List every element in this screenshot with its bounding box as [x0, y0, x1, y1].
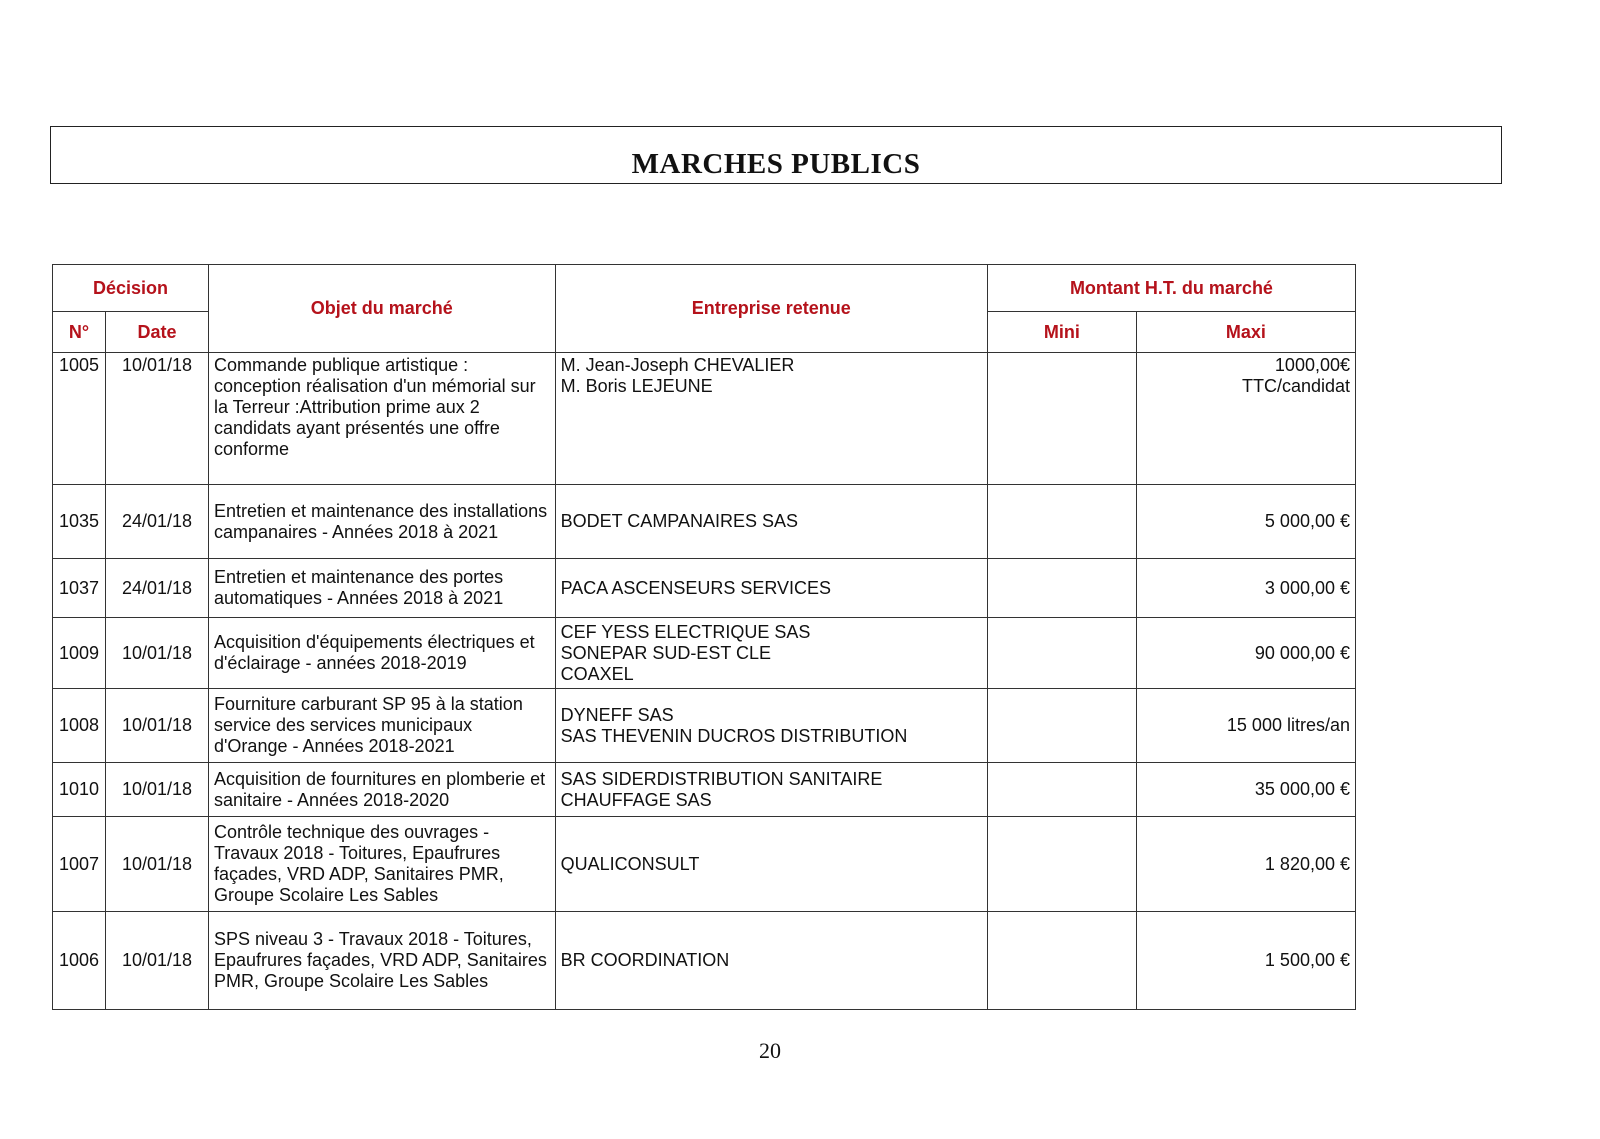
row-mini	[987, 353, 1136, 485]
row-mini	[987, 485, 1136, 559]
row-entreprise	[555, 485, 987, 559]
row-mini	[987, 618, 1136, 689]
row-date: 24/01/18	[106, 559, 209, 618]
row-entreprise	[555, 618, 987, 689]
row-mini	[987, 912, 1136, 1010]
header-mini: Mini	[987, 312, 1136, 353]
contracts-table	[52, 264, 1356, 1010]
company-name: SAS THEVENIN DUCROS DISTRIBUTION	[560, 725, 908, 746]
row-num: 1005	[53, 353, 106, 485]
row-objet: Entretien et maintenance des installations campanaires - Années 2018 à 2021	[208, 485, 555, 559]
row-date: 10/01/18	[106, 353, 209, 485]
row-entreprise	[555, 559, 987, 618]
page-number: 20	[759, 1038, 781, 1063]
row-mini	[987, 763, 1136, 817]
row-maxi: 1 500,00 €	[1136, 912, 1355, 1010]
row-num: 1007	[53, 817, 106, 912]
row-maxi: 1 820,00 €	[1136, 817, 1355, 912]
row-maxi: 5 000,00 €	[1136, 485, 1355, 559]
row-mini	[987, 689, 1136, 763]
row-objet: Contrôle technique des ouvrages - Travaux 2018 - Toitures, Epaufrures façades, VRD ADP, Sanitaires PMR, Groupe Scolaire Les Sables	[208, 817, 555, 912]
row-num: 1037	[53, 559, 106, 618]
table-row	[53, 763, 1356, 817]
company-name: CEF YESS ELECTRIQUE SAS	[560, 621, 811, 642]
row-maxi: 3 000,00 €	[1136, 559, 1355, 618]
row-maxi: 35 000,00 €	[1136, 763, 1355, 817]
row-date: 24/01/18	[106, 485, 209, 559]
row-num: 1009	[53, 618, 106, 689]
header-date: Date	[106, 312, 209, 353]
table-row	[53, 618, 1356, 689]
row-entreprise	[555, 817, 987, 912]
amount-value: 1000,00€	[1274, 355, 1350, 375]
row-date: 10/01/18	[106, 763, 209, 817]
company-name: BR COORDINATION	[560, 950, 730, 970]
company-name: SONEPAR SUD-EST CLE	[560, 642, 772, 663]
row-date: 10/01/18	[106, 618, 209, 689]
row-mini	[987, 559, 1136, 618]
company-name: M. Jean-Joseph CHEVALIER	[560, 355, 795, 375]
page-title: MARCHES PUBLICS	[631, 148, 921, 180]
header-maxi: Maxi	[1136, 312, 1355, 353]
header-montant: Montant H.T. du marché	[987, 265, 1355, 312]
row-mini	[987, 817, 1136, 912]
row-num: 1010	[53, 763, 106, 817]
row-date: 10/01/18	[106, 912, 209, 1010]
row-objet: SPS niveau 3 - Travaux 2018 - Toitures, Epaufrures façades, VRD ADP, Sanitaires PMR, Groupe Scolaire Les Sables	[208, 912, 555, 1010]
table-row	[53, 559, 1356, 618]
row-num: 1008	[53, 689, 106, 763]
row-date: 10/01/18	[106, 689, 209, 763]
table-row	[53, 817, 1356, 912]
row-objet: Entretien et maintenance des portes automatiques - Années 2018 à 2021	[208, 559, 555, 618]
table-row	[53, 912, 1356, 1010]
header-decision: Décision	[53, 265, 209, 312]
company-name: QUALICONSULT	[560, 853, 700, 874]
row-date: 10/01/18	[106, 817, 209, 912]
company-name: SAS SIDERDISTRIBUTION SANITAIRE	[560, 768, 883, 789]
title-box	[50, 126, 1502, 184]
row-entreprise	[555, 353, 987, 485]
table-row	[53, 485, 1356, 559]
row-maxi: 90 000,00 €	[1136, 618, 1355, 689]
company-name: CHAUFFAGE SAS	[560, 789, 712, 810]
company-name: COAXEL	[560, 663, 634, 684]
row-objet: Commande publique artistique : conception réalisation d'un mémorial sur la Terreur :Attribution prime aux 2 candidats ayant présentés une offre conforme	[208, 353, 555, 485]
row-objet: Acquisition de fournitures en plomberie et sanitaire - Années 2018-2020	[208, 763, 555, 817]
header-objet: Objet du marché	[208, 265, 555, 353]
company-name: DYNEFF SAS	[560, 704, 674, 725]
row-objet: Acquisition d'équipements électriques et d'éclairage - années 2018-2019	[208, 618, 555, 689]
row-num: 1035	[53, 485, 106, 559]
row-objet: Fourniture carburant SP 95 à la station service des services municipaux d'Orange - Années 2018-2021	[208, 689, 555, 763]
row-entreprise	[555, 763, 987, 817]
company-name: PACA ASCENSEURS SERVICES	[560, 577, 832, 598]
table-row	[53, 353, 1356, 485]
row-num: 1006	[53, 912, 106, 1010]
company-name: M. Boris LEJEUNE	[560, 376, 713, 396]
table-row	[53, 689, 1356, 763]
row-maxi: 15 000 litres/an	[1136, 689, 1355, 763]
header-num: N°	[53, 312, 106, 353]
header-entreprise: Entreprise retenue	[555, 265, 987, 353]
amount-unit: TTC/candidat	[1241, 376, 1350, 396]
row-maxi	[1136, 353, 1355, 485]
row-entreprise	[555, 689, 987, 763]
row-entreprise	[555, 912, 987, 1010]
company-name: BODET CAMPANAIRES SAS	[560, 511, 799, 531]
